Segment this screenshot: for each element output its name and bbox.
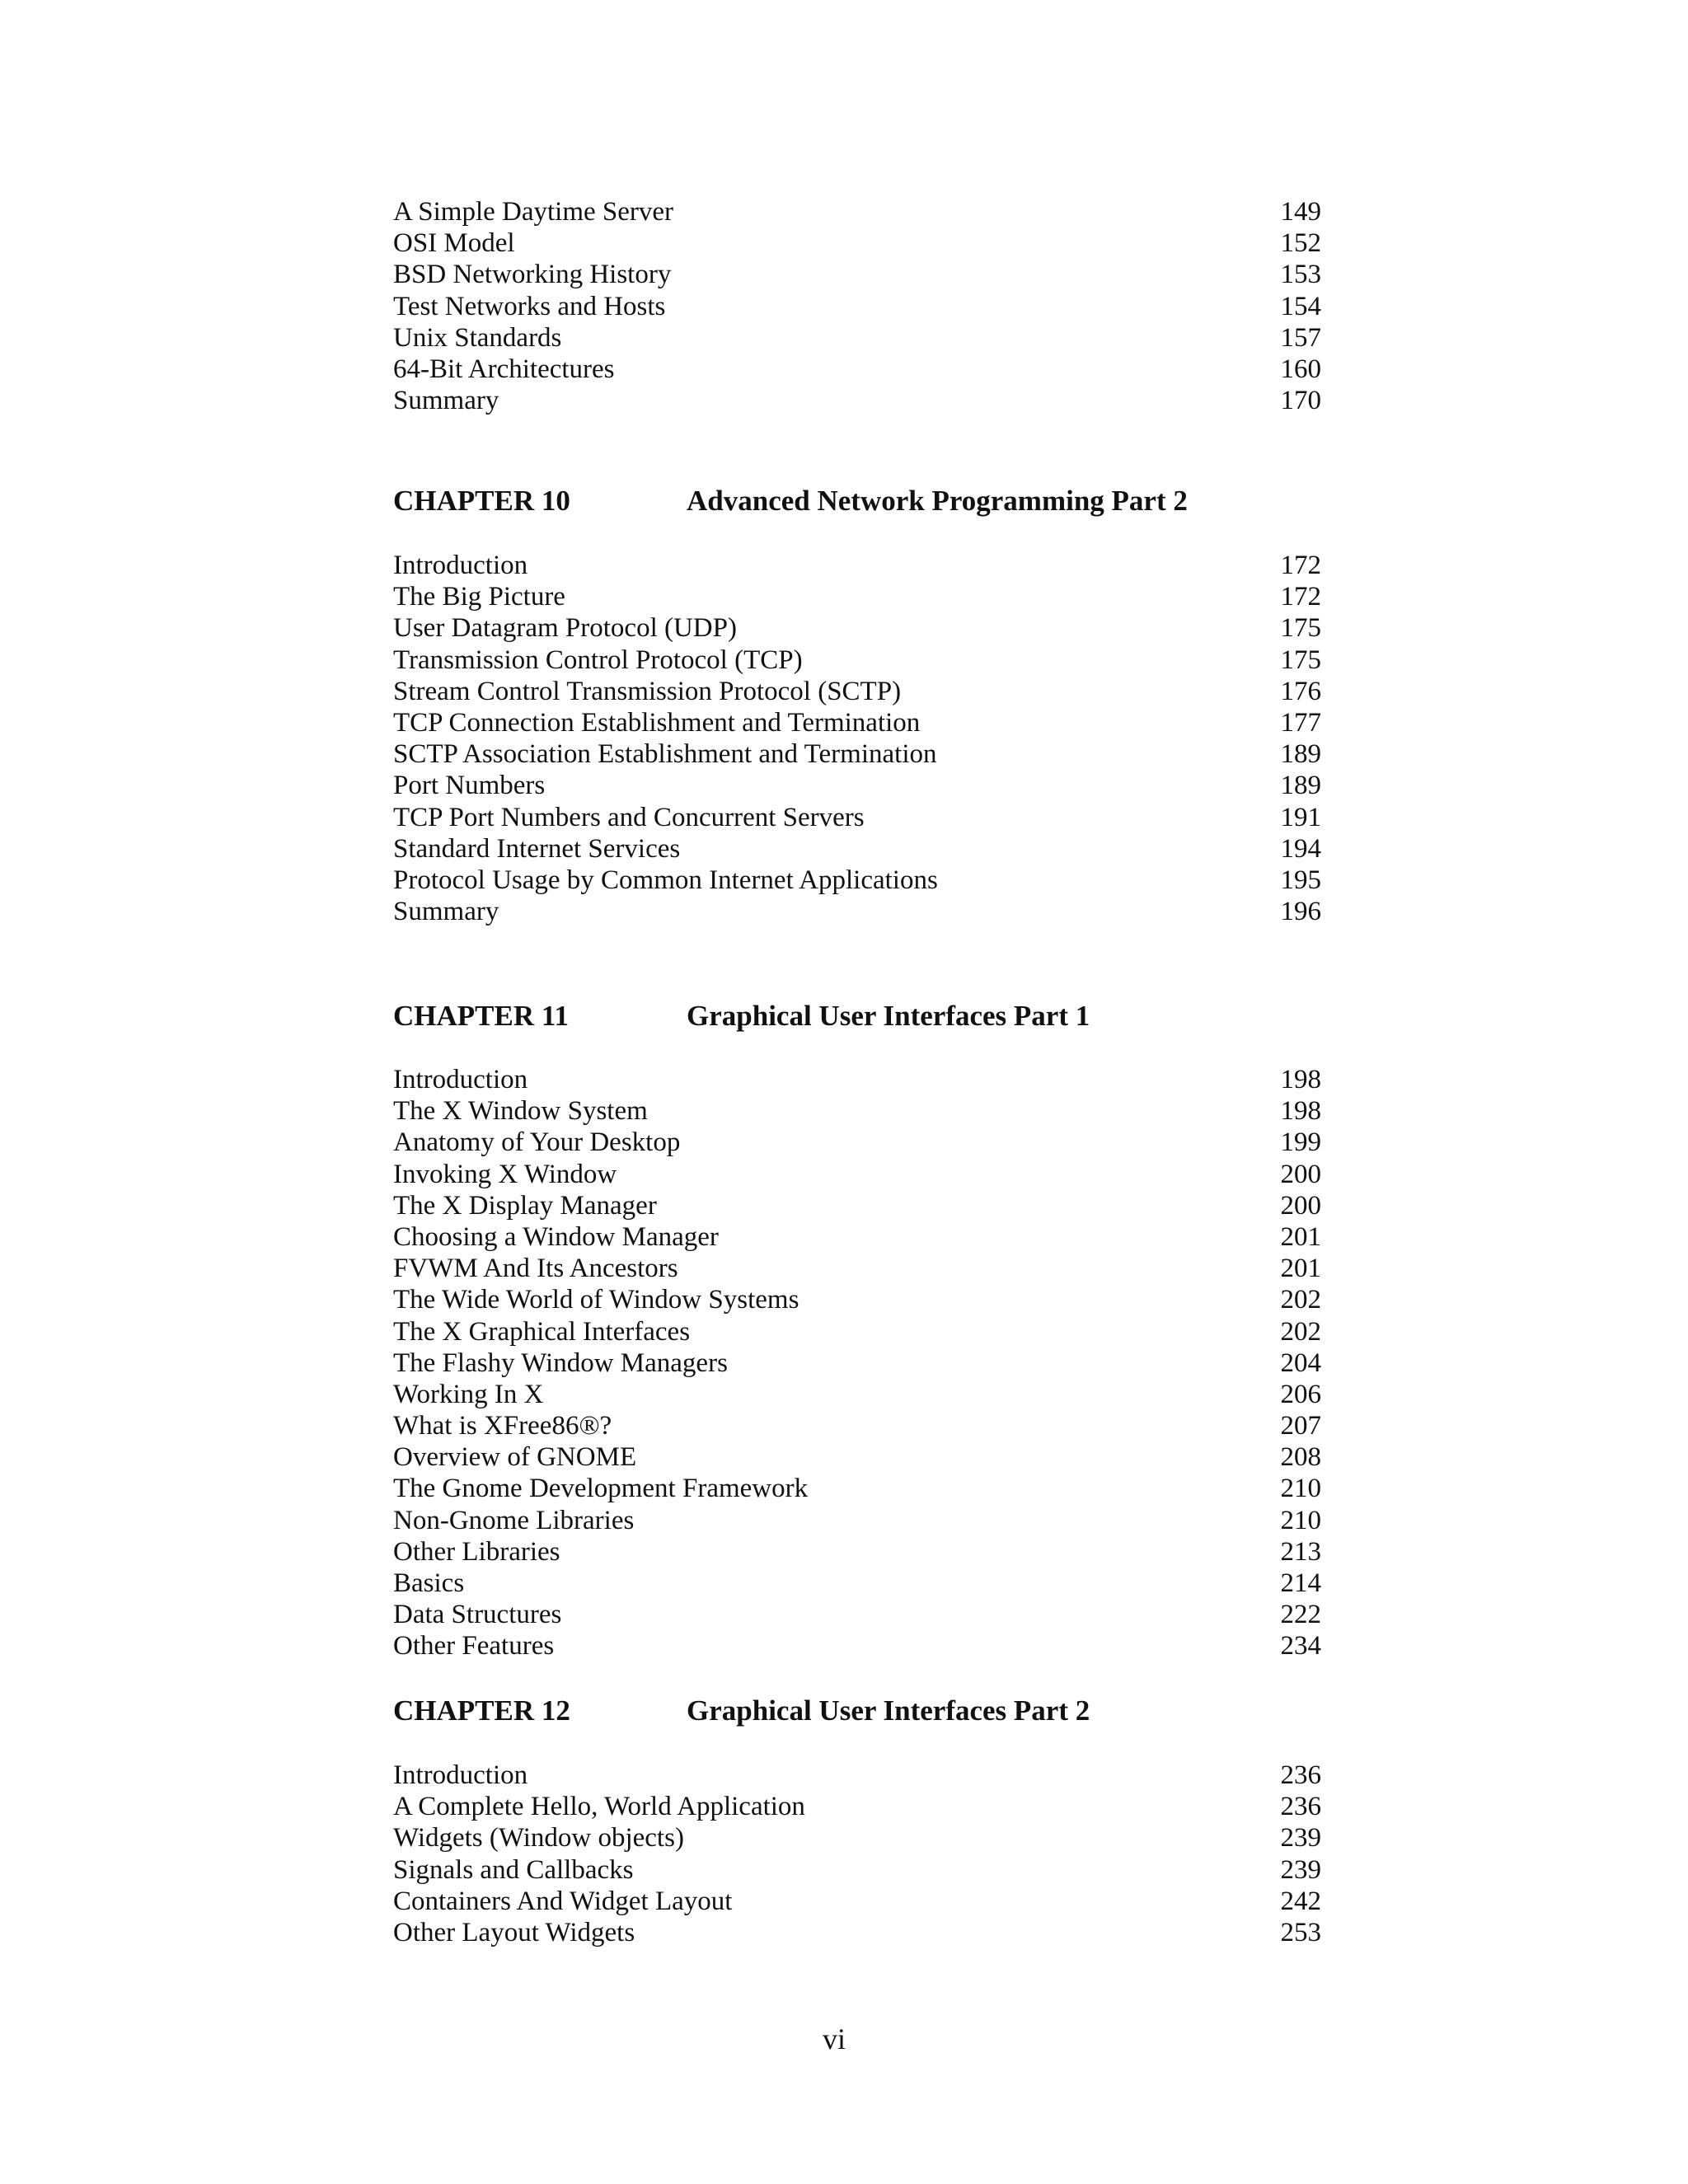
toc-entry-title: Choosing a Window Manager bbox=[393, 1221, 719, 1252]
toc-entry bbox=[393, 1886, 1321, 1917]
toc-entry bbox=[393, 1127, 1321, 1158]
toc-entry bbox=[393, 1536, 1321, 1568]
toc-entry-page: 204 bbox=[1280, 1347, 1321, 1378]
toc-entry-title: Widgets (Window objects) bbox=[393, 1823, 684, 1854]
toc-entry-page: 210 bbox=[1280, 1474, 1321, 1504]
toc-entry-page: 175 bbox=[1280, 644, 1321, 675]
toc-entry bbox=[393, 385, 1321, 416]
toc-entry-page: 214 bbox=[1280, 1568, 1321, 1598]
toc-entry-page: 194 bbox=[1280, 833, 1321, 864]
toc-entry bbox=[393, 1316, 1321, 1347]
toc-entry bbox=[393, 1253, 1321, 1284]
toc-entry bbox=[393, 1347, 1321, 1379]
toc-entry-title: Basics bbox=[393, 1568, 465, 1598]
toc-entry-title: A Complete Hello, World Application bbox=[393, 1792, 805, 1822]
toc-entry bbox=[393, 1095, 1321, 1127]
toc-entry bbox=[393, 291, 1321, 322]
toc-entry-page: 176 bbox=[1280, 676, 1321, 706]
toc-entry-page: 236 bbox=[1280, 1792, 1321, 1822]
toc-entry bbox=[393, 1441, 1321, 1473]
toc-entry bbox=[393, 354, 1321, 385]
toc-entry-title: Summary bbox=[393, 386, 499, 416]
toc-entry-title: SCTP Association Establishment and Termination bbox=[393, 739, 937, 770]
chapter-title: Graphical User Interfaces Part 2 bbox=[687, 1694, 1090, 1727]
toc-entry-title: The Big Picture bbox=[393, 582, 565, 612]
toc-entry-page: 199 bbox=[1280, 1127, 1321, 1158]
toc-entry bbox=[393, 1568, 1321, 1599]
toc-entry-page: 201 bbox=[1280, 1221, 1321, 1252]
toc-entry bbox=[393, 1064, 1321, 1095]
chapter-title: Advanced Network Programming Part 2 bbox=[687, 485, 1188, 517]
toc-entry-title: Standard Internet Services bbox=[393, 833, 681, 864]
toc-entry bbox=[393, 1854, 1321, 1886]
toc-entry-title: Invoking X Window bbox=[393, 1159, 617, 1189]
toc-entry-title: User Datagram Protocol (UDP) bbox=[393, 613, 737, 644]
toc-entry-page: 160 bbox=[1280, 354, 1321, 384]
toc-entry-title: Unix Standards bbox=[393, 322, 562, 353]
toc-entry-title: Introduction bbox=[393, 1065, 528, 1094]
toc-entry-page: 177 bbox=[1280, 707, 1321, 738]
toc-entry-page: 202 bbox=[1280, 1285, 1321, 1315]
toc-entry-page: 200 bbox=[1280, 1190, 1321, 1221]
toc-entry-title: What is XFree86®? bbox=[393, 1411, 612, 1441]
toc-entry-title: A Simple Daytime Server bbox=[393, 197, 674, 227]
toc-entry bbox=[393, 227, 1321, 259]
toc-entry-page: 154 bbox=[1280, 291, 1321, 321]
toc-entry-title: Other Libraries bbox=[393, 1536, 560, 1567]
toc-entry bbox=[393, 1190, 1321, 1221]
toc-entry bbox=[393, 707, 1321, 738]
toc-entry-page: 198 bbox=[1280, 1096, 1321, 1127]
toc-entry-page: 206 bbox=[1280, 1379, 1321, 1409]
toc-entry-title: The X Display Manager bbox=[393, 1190, 657, 1221]
toc-entry-page: 153 bbox=[1280, 260, 1321, 290]
toc-entry-page: 213 bbox=[1280, 1536, 1321, 1567]
toc-entry-title: Protocol Usage by Common Internet Applications bbox=[393, 865, 938, 895]
toc-entry bbox=[393, 833, 1321, 865]
toc-entry-title: TCP Connection Establishment and Termination bbox=[393, 707, 921, 738]
toc-section-continued bbox=[393, 196, 1321, 416]
toc-entry-title: The Flashy Window Managers bbox=[393, 1347, 728, 1378]
toc-entry-page: 149 bbox=[1280, 197, 1321, 227]
toc-entry bbox=[393, 1791, 1321, 1822]
toc-entry-title: Overview of GNOME bbox=[393, 1442, 637, 1473]
toc-entry bbox=[393, 1599, 1321, 1630]
toc-entry-page: 201 bbox=[1280, 1254, 1321, 1284]
toc-entry-title: FVWM And Its Ancestors bbox=[393, 1254, 678, 1284]
toc-entry bbox=[393, 1159, 1321, 1190]
toc-entry-page: 170 bbox=[1280, 386, 1321, 416]
toc-entry-page: 242 bbox=[1280, 1886, 1321, 1916]
toc-entry-page: 198 bbox=[1280, 1065, 1321, 1094]
toc-entry bbox=[393, 896, 1321, 927]
toc-entry-page: 172 bbox=[1280, 582, 1321, 612]
toc-entry-page: 207 bbox=[1280, 1411, 1321, 1441]
toc-entry-page: 253 bbox=[1280, 1917, 1321, 1947]
toc-entry-title: Stream Control Transmission Protocol (SCTP) bbox=[393, 676, 902, 706]
toc-entry bbox=[393, 1410, 1321, 1441]
toc-entry-title: Other Features bbox=[393, 1631, 555, 1661]
toc-entry-title: Summary bbox=[393, 897, 499, 927]
toc-entry-page: 157 bbox=[1280, 322, 1321, 353]
page-number: vi bbox=[822, 2022, 846, 2055]
toc-entry-page: 175 bbox=[1280, 613, 1321, 644]
toc-entry bbox=[393, 1379, 1321, 1410]
toc-entry bbox=[393, 1284, 1321, 1315]
toc-section-chapter-12 bbox=[393, 1760, 1321, 1948]
toc-entry-title: Introduction bbox=[393, 551, 528, 580]
toc-entry bbox=[393, 1221, 1321, 1253]
toc-entry-page: 191 bbox=[1280, 802, 1321, 832]
toc-entry bbox=[393, 259, 1321, 290]
toc-entry-page: 200 bbox=[1280, 1159, 1321, 1189]
toc-entry-title: The Wide World of Window Systems bbox=[393, 1285, 799, 1315]
toc-entry-page: 189 bbox=[1280, 771, 1321, 801]
toc-entry bbox=[393, 581, 1321, 612]
toc-entry bbox=[393, 1822, 1321, 1854]
toc-entry-title: Anatomy of Your Desktop bbox=[393, 1127, 681, 1158]
toc-entry bbox=[393, 770, 1321, 801]
toc-section-chapter-10 bbox=[393, 550, 1321, 927]
toc-entry bbox=[393, 802, 1321, 833]
toc-entry bbox=[393, 1917, 1321, 1948]
toc-entry-page: 208 bbox=[1280, 1442, 1321, 1473]
toc-entry-page: 195 bbox=[1280, 865, 1321, 895]
toc-section-chapter-11 bbox=[393, 1064, 1321, 1662]
toc-entry-title: Other Layout Widgets bbox=[393, 1917, 635, 1947]
toc-entry-title: The X Graphical Interfaces bbox=[393, 1316, 691, 1347]
toc-entry-title: The Gnome Development Framework bbox=[393, 1474, 809, 1504]
toc-entry bbox=[393, 1630, 1321, 1661]
toc-entry bbox=[393, 1760, 1321, 1791]
toc-entry-title: Introduction bbox=[393, 1760, 528, 1790]
toc-entry bbox=[393, 196, 1321, 227]
chapter-number: CHAPTER 10 bbox=[393, 485, 570, 517]
toc-entry-title: Test Networks and Hosts bbox=[393, 291, 666, 321]
toc-entry-page: 189 bbox=[1280, 739, 1321, 770]
toc-entry-page: 210 bbox=[1280, 1505, 1321, 1535]
toc-entry bbox=[393, 612, 1321, 644]
chapter-title: Graphical User Interfaces Part 1 bbox=[687, 1000, 1090, 1032]
toc-entry-page: 172 bbox=[1280, 551, 1321, 580]
toc-entry-title: Working In X bbox=[393, 1379, 544, 1409]
toc-entry bbox=[393, 1505, 1321, 1536]
toc-entry-title: OSI Model bbox=[393, 228, 515, 259]
toc-entry-page: 152 bbox=[1280, 228, 1321, 259]
toc-entry-title: Transmission Control Protocol (TCP) bbox=[393, 644, 803, 675]
chapter-number: CHAPTER 11 bbox=[393, 1000, 569, 1032]
toc-entry bbox=[393, 865, 1321, 896]
toc-entry-title: BSD Networking History bbox=[393, 260, 672, 290]
toc-entry-page: 196 bbox=[1280, 897, 1321, 927]
toc-entry-page: 236 bbox=[1280, 1760, 1321, 1790]
toc-entry bbox=[393, 644, 1321, 676]
toc-entry-title: Non-Gnome Libraries bbox=[393, 1505, 635, 1535]
toc-entry bbox=[393, 322, 1321, 354]
toc-entry-page: 202 bbox=[1280, 1316, 1321, 1347]
toc-entry-title: Signals and Callbacks bbox=[393, 1854, 634, 1885]
toc-entry bbox=[393, 550, 1321, 581]
toc-entry-page: 239 bbox=[1280, 1823, 1321, 1854]
toc-entry-title: Containers And Widget Layout bbox=[393, 1886, 733, 1916]
toc-entry bbox=[393, 738, 1321, 770]
toc-entry bbox=[393, 1473, 1321, 1504]
toc-entry-page: 222 bbox=[1280, 1600, 1321, 1630]
toc-entry-title: Port Numbers bbox=[393, 771, 546, 801]
toc-entry-page: 234 bbox=[1280, 1631, 1321, 1661]
toc-entry bbox=[393, 676, 1321, 707]
toc-entry-page: 239 bbox=[1280, 1854, 1321, 1885]
chapter-number: CHAPTER 12 bbox=[393, 1694, 570, 1727]
toc-entry-title: 64-Bit Architectures bbox=[393, 354, 615, 384]
toc-entry-title: Data Structures bbox=[393, 1600, 562, 1630]
toc-entry-title: TCP Port Numbers and Concurrent Servers bbox=[393, 802, 865, 832]
toc-entry-title: The X Window System bbox=[393, 1096, 648, 1127]
